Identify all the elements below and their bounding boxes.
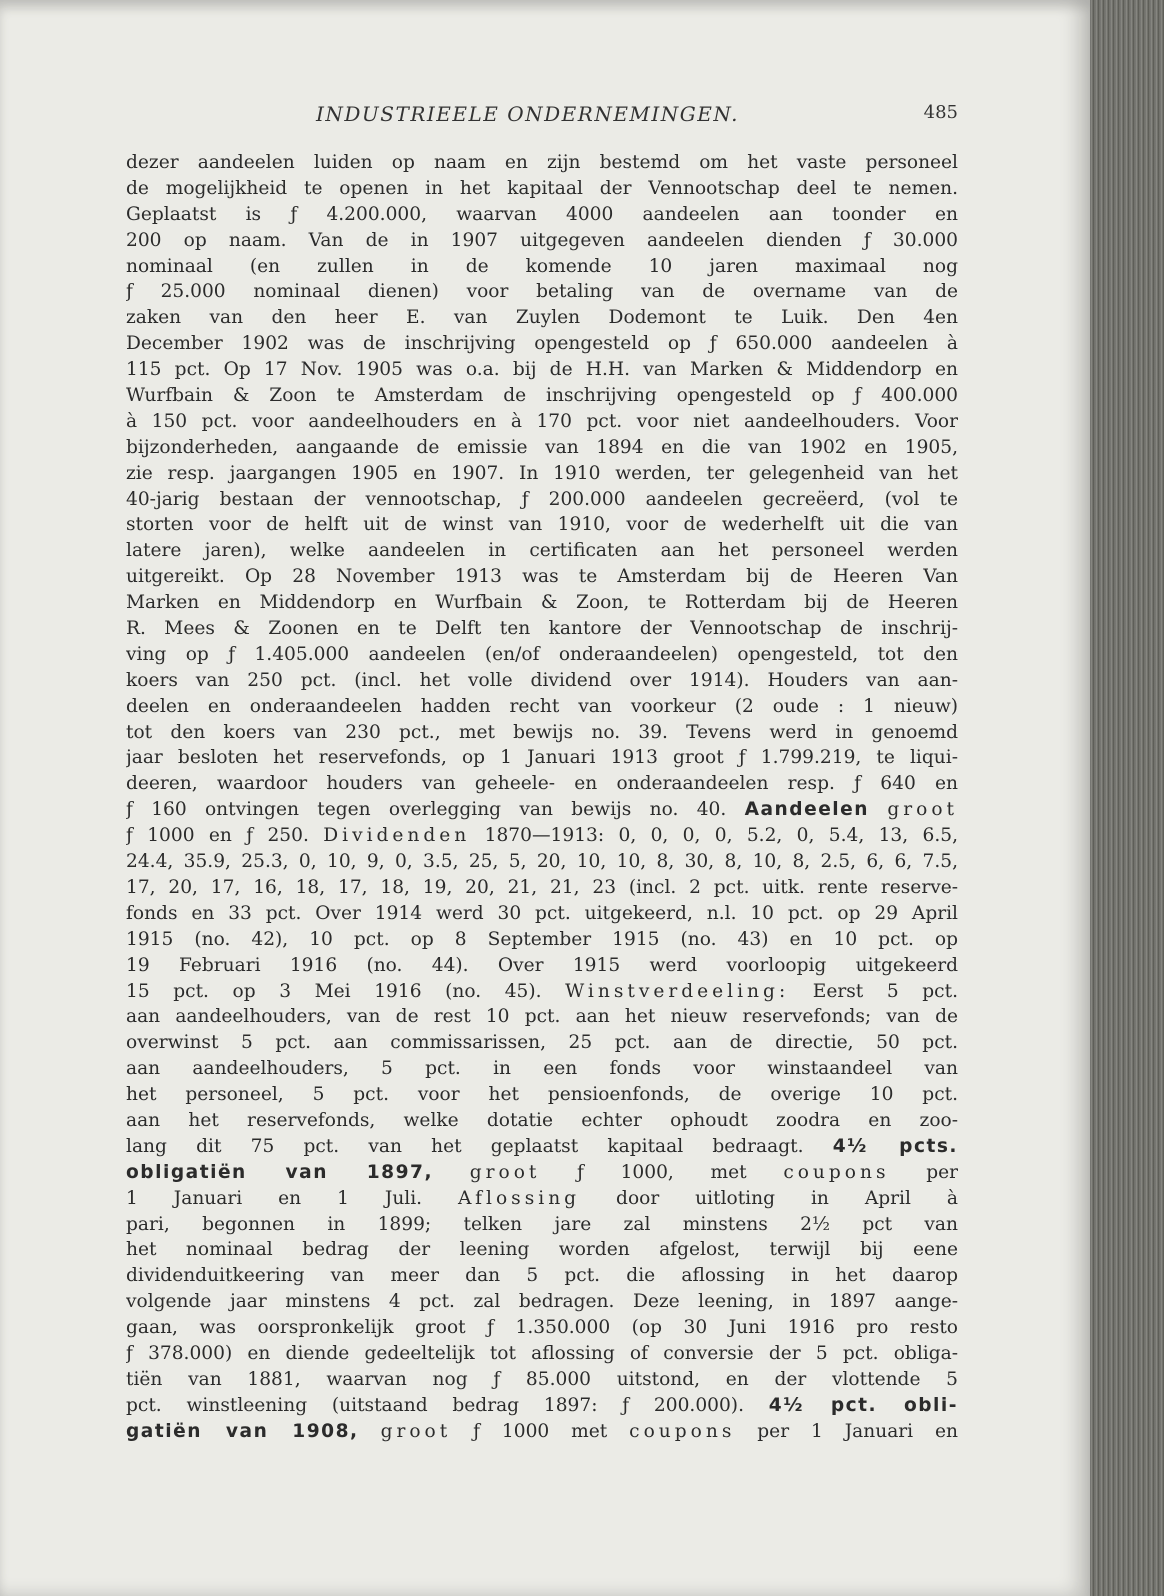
spaced-emphasis-text: coupons (629, 1420, 736, 1442)
text-run: tot den koers van 230 pct., met bewijs no. 39. Tevens werd in genoemd (126, 721, 958, 743)
text-run: Wurfbain & Zoon te Amsterdam de inschrijving opengesteld op ƒ 400.000 (126, 385, 958, 407)
spaced-emphasis-text: Winstverdeeling: (565, 980, 790, 1002)
text-run: lang dit 75 pct. van het geplaatst kapitaal bedraagt. (126, 1135, 833, 1157)
text-run: tiën van 1881, waarvan nog ƒ 85.000 uitstond, en der vlottende 5 (126, 1368, 958, 1390)
text-line (126, 875, 958, 901)
text-line (126, 1134, 958, 1160)
text-run: gaan, was oorspronkelijk groot ƒ 1.350.000 (op 30 Juni 1916 pro resto (126, 1317, 958, 1339)
text-run: zaken van den heer E. van Zuylen Dodemont te Luik. Den 4en (126, 307, 958, 329)
text-run: pct. winstleening (uitstaand bedrag 1897: ƒ 200.000). (126, 1394, 769, 1416)
text-run: dividenduitkeering van meer dan 5 pct. die aflossing in het daarop (126, 1265, 958, 1287)
text-run: fonds en 33 pct. Over 1914 werd 30 pct. uitgekeerd, n.l. 10 pct. op 29 April (126, 902, 958, 924)
bold-heading-text: 4½ pct. obli- (768, 1394, 958, 1416)
text-line (126, 1082, 958, 1108)
text-line (126, 487, 958, 513)
bold-heading-text: Aandeelen (744, 799, 870, 821)
text-line (126, 616, 958, 642)
text-line (126, 1341, 958, 1367)
text-line (126, 1004, 958, 1030)
text-run (433, 1162, 470, 1183)
text-line (126, 512, 958, 538)
bold-heading-text: obligatiën van 1897, (126, 1161, 434, 1183)
bold-heading-text: gatiën van 1908, (126, 1420, 359, 1442)
text-run: uitgereikt. Op 28 November 1913 was te Amsterdam bij de Heeren Van (126, 566, 958, 588)
text-line (126, 383, 958, 409)
spaced-emphasis-text: groot (887, 799, 958, 821)
text-run: dezer aandeelen luiden op naam en zijn bestemd om het vaste personeel (126, 152, 958, 173)
text-line (126, 461, 958, 487)
text-line (126, 228, 958, 254)
text-line (126, 331, 958, 357)
text-run: 24.4, 35.9, 25.3, 0, 10, 9, 0, 3.5, 25, 5, 20, 10, 10, 8, 30, 8, 10, 8, 2.5, 6, 6, 7.5, (126, 851, 958, 873)
text-line (126, 409, 958, 435)
text-line (126, 1030, 958, 1056)
text-line (126, 357, 958, 383)
text-line (126, 1289, 958, 1315)
text-line (126, 254, 958, 280)
text-run: storten voor de helft uit de winst van 1910, voor de wederhelft uit die van (126, 514, 958, 536)
text-run: zie resp. jaargangen 1905 en 1907. In 1910 werden, ter gelegenheid van het (126, 462, 958, 484)
text-run: aan aandeelhouders, van de rest 10 pct. aan het nieuw reservefonds; van de (126, 1006, 958, 1028)
text-run: koers van 250 pct. (incl. het volle dividend over 1914). Houders van aan- (126, 669, 958, 691)
text-run: December 1902 was de inschrijving opengesteld op ƒ 650.000 aandeelen à (126, 333, 958, 355)
text-line (126, 1108, 958, 1134)
text-run: jaar besloten het reservefonds, op 1 Januari 1913 groot ƒ 1.799.219, te liqui- (126, 747, 958, 769)
text-line (126, 797, 958, 823)
spaced-emphasis-text: coupons (783, 1161, 890, 1183)
text-run: door uitloting in April à (580, 1187, 958, 1209)
text-run: R. Mees & Zoonen en te Delft ten kantore der Vennootschap de inschrij- (126, 618, 958, 640)
text-line (126, 745, 958, 771)
text-run: overwinst 5 pct. aan commissarissen, 25 pct. aan de directie, 50 pct. (126, 1032, 958, 1054)
text-line (126, 1315, 958, 1341)
text-line (126, 668, 958, 694)
text-run: ving op ƒ 1.405.000 aandeelen (en/of onderaandeelen) opengesteld, tot den (126, 643, 958, 665)
text-run: Geplaatst is ƒ 4.200.000, waarvan 4000 aandeelen aan toonder en (126, 203, 958, 225)
text-run: 17, 20, 17, 16, 18, 17, 18, 19, 20, 21, 21, 23 (incl. 2 pct. uitk. rente reserve- (126, 876, 958, 898)
text-run: pari, begonnen in 1899; telken jare zal minstens 2½ pct van (126, 1213, 958, 1235)
text-run: per 1 Januari en (735, 1420, 958, 1442)
text-run: nominaal (en zullen in de komende 10 jaren maximaal nog (126, 255, 958, 277)
text-line (126, 901, 958, 927)
text-run: 1 Januari en 1 Juli. (126, 1187, 459, 1209)
text-line (126, 1237, 958, 1263)
running-head: INDUSTRIEELE ONDERNEMINGEN. (316, 102, 739, 126)
text-run: per (889, 1161, 958, 1183)
text-line (126, 1186, 958, 1212)
text-line (126, 1367, 958, 1393)
text-line (126, 1056, 958, 1082)
text-run: het nominaal bedrag der leening worden afgelost, terwijl bij eene (126, 1239, 958, 1261)
text-run: ƒ 25.000 nominaal dienen) voor betaling van de overname van de (126, 281, 958, 303)
text-line (126, 927, 958, 953)
spaced-emphasis-text: groot (469, 1161, 541, 1183)
text-run: ƒ 378.000) en diende gedeeltelijk tot aflossing of conversie der 5 pct. obliga- (126, 1342, 958, 1364)
text-line (126, 538, 958, 564)
text-line (126, 564, 958, 590)
text-line (126, 150, 958, 176)
text-line (126, 694, 958, 720)
text-run: 200 op naam. Van de in 1907 uitgegeven aandeelen dienden ƒ 30.000 (126, 229, 958, 251)
text-line (126, 642, 958, 668)
text-run: 19 Februari 1916 (no. 44). Over 1915 werd voorloopig uitgekeerd (126, 954, 958, 976)
text-run: 1915 (no. 42), 10 pct. op 8 September 1915 (no. 43) en 10 pct. op (126, 928, 958, 950)
spaced-emphasis-text: groot (380, 1420, 452, 1442)
text-line (126, 979, 958, 1005)
text-line (126, 202, 958, 228)
text-run (869, 799, 887, 820)
text-run: ƒ 160 ontvingen tegen overlegging van bewijs no. 40. (126, 799, 745, 821)
text-run (359, 1421, 381, 1442)
text-run: latere jaren), welke aandeelen in certificaten aan het personeel werden (126, 540, 958, 562)
text-run: Marken en Middendorp en Wurfbain & Zoon, te Rotterdam bij de Heeren (126, 592, 958, 614)
text-line (126, 1212, 958, 1238)
text-line (126, 435, 958, 461)
text-run: deeren, waardoor houders van geheele- en onderaandeelen resp. ƒ 640 en (126, 773, 958, 795)
text-run: 115 pct. Op 17 Nov. 1905 was o.a. bij de H.H. van Marken & Middendorp en (126, 359, 958, 381)
text-line (126, 849, 958, 875)
bold-heading-text: 4½ pcts. (832, 1135, 958, 1157)
text-run: deelen en onderaandeelen hadden recht van voorkeur (2 oude : 1 nieuw) (126, 695, 958, 717)
text-run: Eerst 5 pct. (789, 980, 958, 1002)
text-line (126, 590, 958, 616)
text-line (126, 953, 958, 979)
text-run: volgende jaar minstens 4 pct. zal bedragen. Deze leening, in 1897 aange- (126, 1291, 958, 1313)
text-line (126, 1419, 958, 1445)
text-line (126, 305, 958, 331)
text-run: aan aandeelhouders, 5 pct. in een fonds voor winstaandeel van (126, 1058, 958, 1080)
text-run: het personeel, 5 pct. voor het pensioenfonds, de overige 10 pct. (126, 1084, 958, 1106)
text-run: à 150 pct. voor aandeelhouders en à 170 pct. voor niet aandeelhouders. Voor (126, 410, 958, 432)
text-line (126, 823, 958, 849)
page-edges (1090, 0, 1164, 1596)
text-run: ƒ 1000 met (451, 1420, 630, 1442)
body-text (126, 150, 958, 1445)
spaced-emphasis-text: Dividenden (323, 825, 471, 847)
text-line (126, 720, 958, 746)
text-line (126, 1263, 958, 1289)
text-line (126, 176, 958, 202)
text-run: 40-jarig bestaan der vennootschap, ƒ 200.000 aandeelen gecreëerd, (vol te (126, 488, 958, 510)
text-line (126, 1393, 958, 1419)
text-run: ƒ 1000 en ƒ 250. (126, 825, 324, 847)
text-run: 1870—1913: 0, 0, 0, 0, 5.2, 0, 5.4, 13, 6.5, (470, 825, 958, 847)
text-run: bijzonderheden, aangaande de emissie van 1894 en die van 1902 en 1905, (126, 436, 958, 458)
text-run: aan het reservefonds, welke dotatie echter ophoudt zoodra en zoo- (126, 1109, 958, 1131)
text-run: ƒ 1000, met (540, 1161, 784, 1183)
text-line (126, 771, 958, 797)
text-line (126, 1160, 958, 1186)
page-header (126, 102, 958, 128)
page-number: 485 (923, 102, 958, 123)
text-line (126, 279, 958, 305)
text-run: 15 pct. op 3 Mei 1916 (no. 45). (126, 980, 566, 1002)
spaced-emphasis-text: Aflossing (458, 1187, 581, 1209)
text-run: de mogelijkheid te openen in het kapitaal der Vennootschap deel te nemen. (126, 177, 958, 199)
